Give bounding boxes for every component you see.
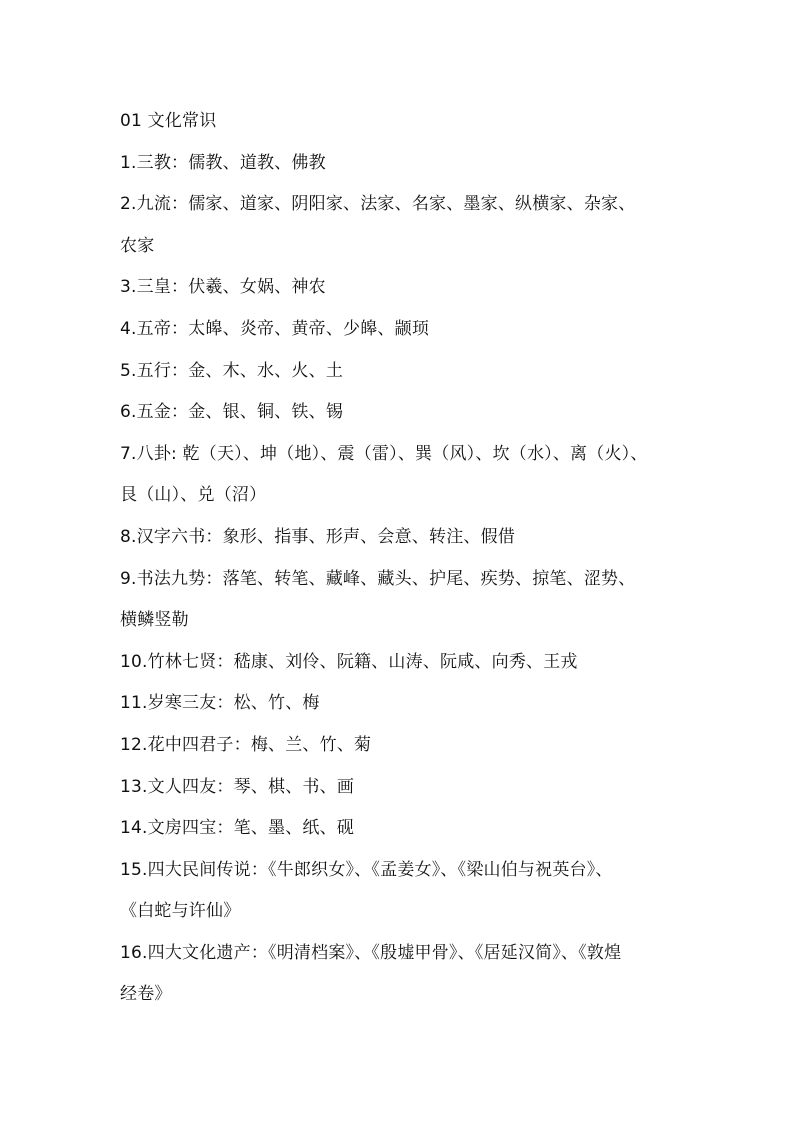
- text-line: 1.三教：儒教、道教、佛教: [120, 152, 326, 173]
- text-line: 农家: [120, 235, 155, 256]
- text-line: 12.花中四君子：梅、兰、竹、菊: [120, 734, 372, 755]
- text-line: 10.竹林七贤：嵇康、刘伶、阮籍、山涛、阮咸、向秀、王戎: [120, 651, 578, 672]
- text-line: 4.五帝：太皞、炎帝、黄帝、少皞、颛顼: [120, 318, 430, 339]
- text-line: 5.五行：金、木、水、火、土: [120, 360, 344, 381]
- text-line: 2.九流：儒家、道家、阴阳家、法家、名家、墨家、纵横家、杂家、: [120, 194, 636, 215]
- text-line: 7.八卦: 乾（天）、坤（地）、震（雷）、巽（风）、坎（水）、离（火）、: [120, 443, 648, 464]
- text-line: 6.五金：金、银、铜、铁、锡: [120, 402, 344, 423]
- document-body: [120, 101, 700, 1016]
- text-line: 横鳞竖勒: [120, 610, 189, 631]
- text-line: 15.四大民间传说：《牛郎织女》、《孟姜女》、《梁山伯与祝英台》、: [120, 859, 613, 880]
- text-line: 9.书法九势：落笔、转笔、藏峰、藏头、护尾、疾势、掠笔、涩势、: [120, 568, 636, 589]
- text-line: 14.文房四宝：笔、墨、纸、砚: [120, 818, 355, 839]
- text-line: 《白蛇与许仙》: [120, 901, 241, 922]
- text-line: 11.岁寒三友：松、竹、梅: [120, 693, 320, 714]
- text-line: 13.文人四友：琴、棋、书、画: [120, 776, 355, 797]
- text-line: 艮（山）、兑（沼）: [120, 485, 267, 506]
- text-line: 16.四大文化遗产：《明清档案》、《殷墟甲骨》、《居延汉简》、《敦煌: [120, 942, 622, 963]
- text-line: 8.汉字六书：象形、指事、形声、会意、转注、假借: [120, 526, 516, 547]
- text-line: 3.三皇：伏羲、女娲、神农: [120, 277, 326, 298]
- text-line: 经卷》: [120, 984, 172, 1005]
- section-heading: 01 文化常识: [120, 111, 217, 131]
